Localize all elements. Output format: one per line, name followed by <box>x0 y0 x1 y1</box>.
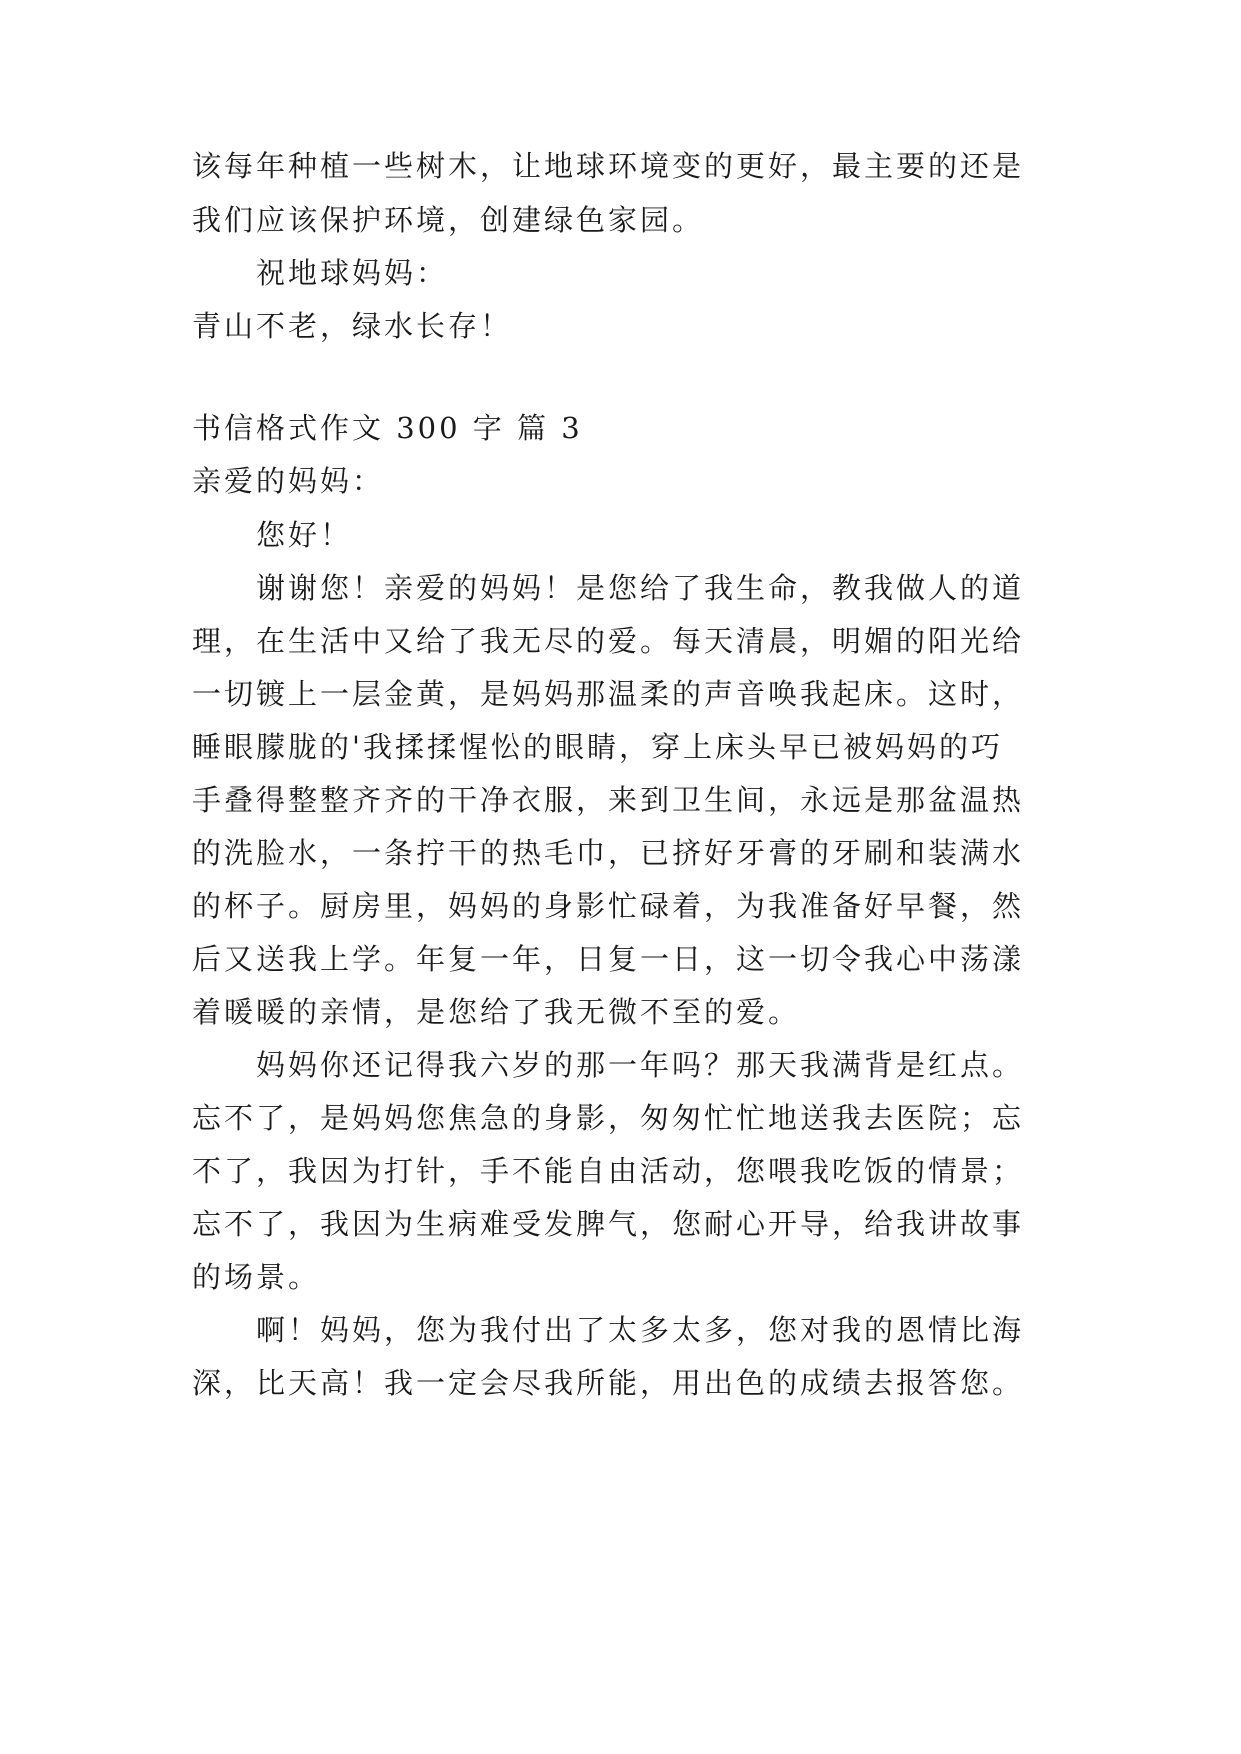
text-line: 睡眼朦胧的'我揉揉惺忪的眼睛，穿上床头早已被妈妈的巧 <box>192 730 1003 764</box>
text-line: 忘不了，是妈妈您焦急的身影，匆匆忙忙地送我去医院；忘 <box>192 1101 1025 1135</box>
text-line: 的场景。 <box>192 1260 321 1294</box>
text-line: 手叠得整整齐齐的干净衣服，来到卫生间，永远是那盆温热 <box>192 783 1025 817</box>
blessing-line: 青山不老，绿水长存！ <box>192 309 513 343</box>
text-line: 理，在生活中又给了我无尽的爱。每天清晨，明媚的阳光给 <box>192 624 1025 658</box>
text-line: 啊！妈妈，您为我付出了太多太多，您对我的恩情比海 <box>256 1313 1025 1347</box>
text-line: 妈妈你还记得我六岁的那一年吗？那天我满背是红点。 <box>256 1048 1025 1082</box>
text-line: 的洗脸水，一条拧干的热毛巾，已挤好牙膏的牙刷和装满水 <box>192 836 1025 870</box>
text-line: 后又送我上学。年复一年，日复一日，这一切令我心中荡漾 <box>192 942 1025 976</box>
text-line: 一切镀上一层金黄，是妈妈那温柔的声音唤我起床。这时， <box>192 677 1025 711</box>
text-line: 该每年种植一些树木，让地球环境变的更好，最主要的还是 <box>192 149 1025 183</box>
text-line: 的杯子。厨房里，妈妈的身影忙碌着，为我准备好早餐，然 <box>192 889 1025 923</box>
text-line: 不了，我因为打针，手不能自由活动，您喂我吃饭的情景； <box>192 1154 1025 1188</box>
section-heading: 书信格式作文 300 字 篇 3 <box>192 411 583 445</box>
greeting-line: 您好！ <box>256 518 353 552</box>
salutation-line: 祝地球妈妈： <box>256 256 449 290</box>
text-line: 我们应该保护环境，创建绿色家园。 <box>192 203 705 237</box>
text-line: 忘不了，我因为生病难受发脾气，您耐心开导，给我讲故事 <box>192 1207 1025 1241</box>
text-line: 深，比天高！我一定会尽我所能，用出色的成绩去报答您。 <box>192 1366 1025 1400</box>
text-line: 谢谢您！亲爱的妈妈！是您给了我生命，教我做人的道 <box>256 571 1025 605</box>
text-line: 着暖暖的亲情，是您给了我无微不至的爱。 <box>192 995 801 1029</box>
letter-salutation: 亲爱的妈妈： <box>192 464 385 498</box>
